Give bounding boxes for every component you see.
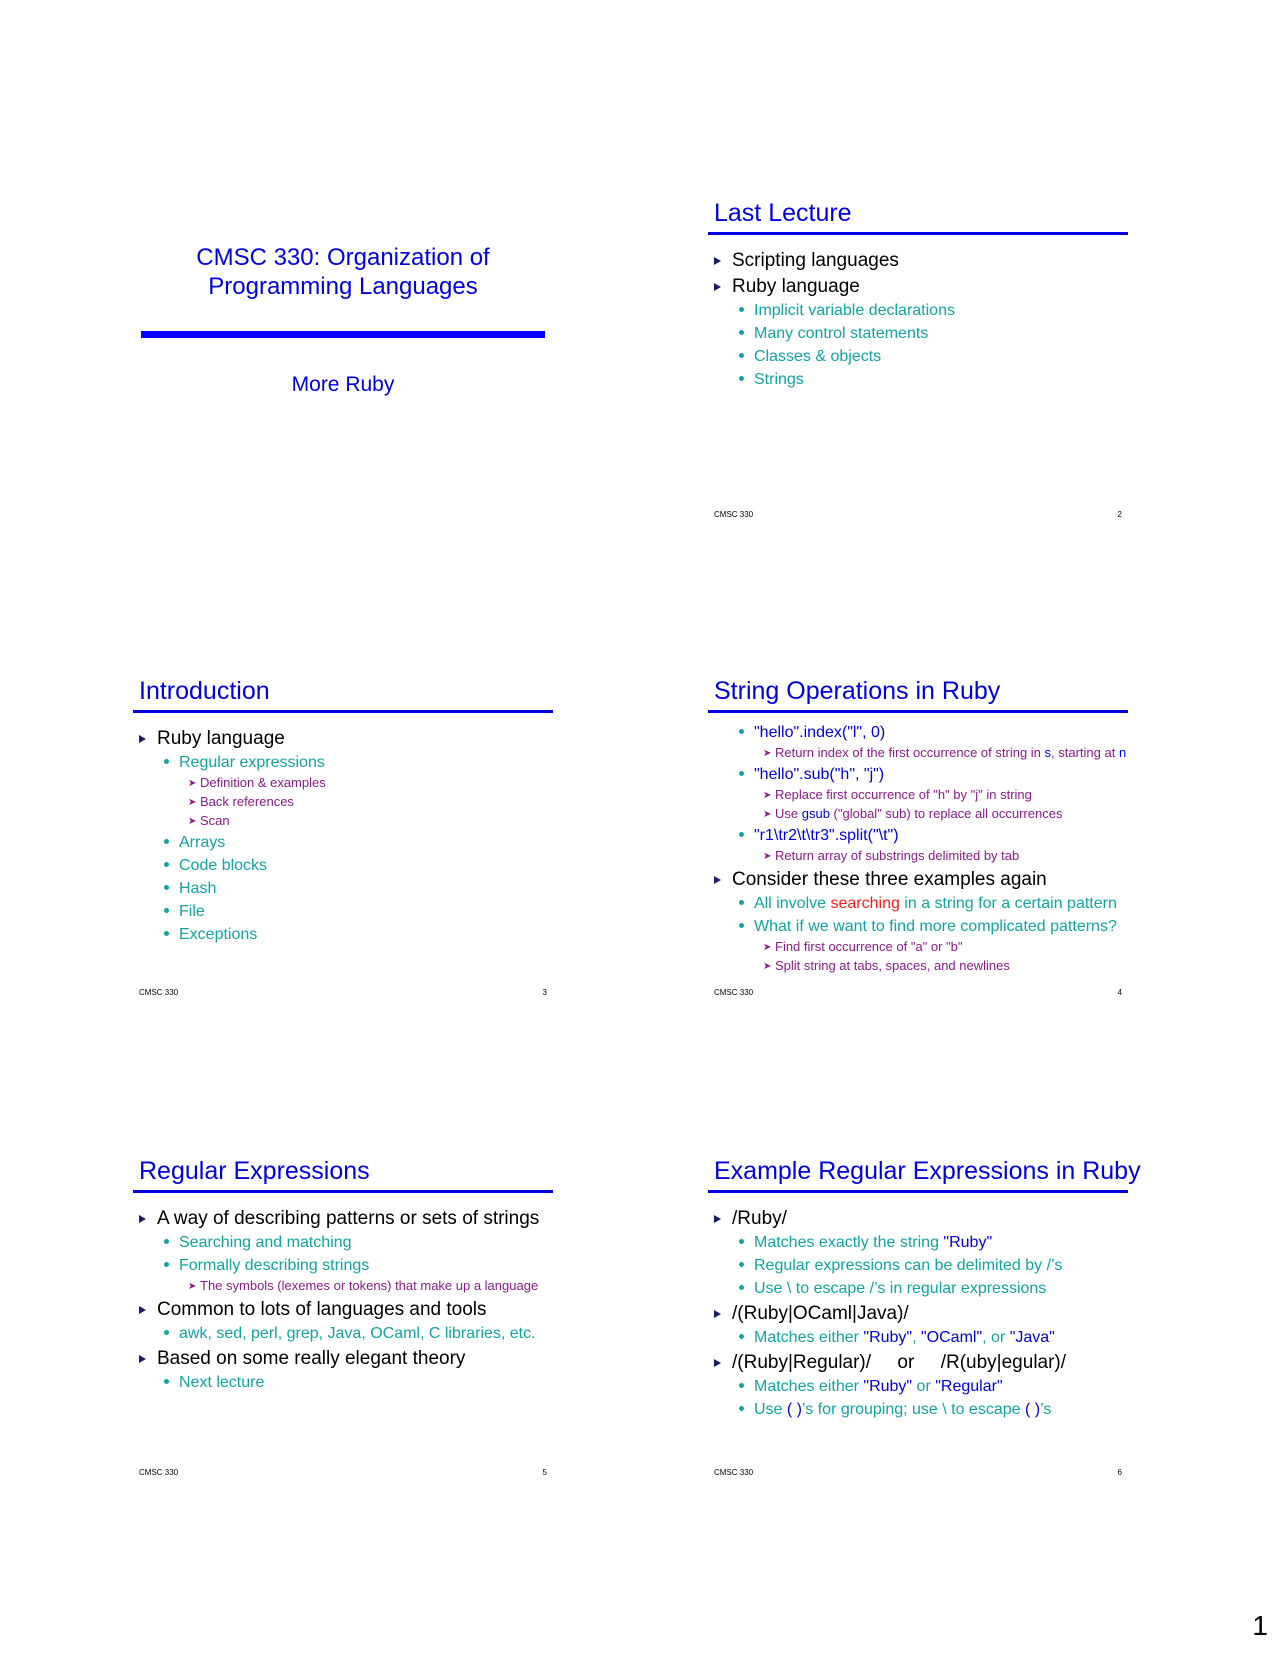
arrow-bullet-icon: ➤ [188, 778, 197, 789]
slide-number: 5 [542, 1468, 547, 1477]
slide-1-title: CMSC 330: Organization of Programming Languages [196, 244, 490, 300]
bullet-l3: ➤ Scan [139, 812, 553, 830]
bullet-l1: /(Ruby|Regular)/ or /R(uby|egular)/ [714, 1351, 1128, 1374]
dot-bullet-icon [164, 931, 169, 936]
triangle-bullet-icon [714, 876, 721, 884]
dot-bullet-icon [739, 1285, 744, 1290]
triangle-bullet-icon [714, 257, 721, 265]
bullet-l3: ➤ Use gsub ("global" sub) to replace all occurrences [714, 805, 1128, 823]
bullet-l1: Consider these three examples again [714, 868, 1128, 891]
dot-bullet-icon [739, 1383, 744, 1388]
bullet-l2: awk, sed, perl, grep, Java, OCaml, C libraries, etc. [139, 1323, 553, 1344]
slide-1 [133, 190, 553, 520]
dot-bullet-icon [739, 923, 744, 928]
bullet-l3: ➤ Definition & examples [139, 774, 553, 792]
bullet-l1: Ruby language [139, 727, 553, 750]
arrow-bullet-icon: ➤ [763, 809, 772, 820]
dot-bullet-icon [739, 353, 744, 358]
triangle-bullet-icon [714, 283, 721, 291]
bullet-l2: Exceptions [139, 924, 553, 945]
title-rule [708, 232, 1128, 235]
slide-5 [133, 1148, 553, 1478]
bullet-l2: Use ( )’s for grouping; use \ to escape ( )’s [714, 1399, 1128, 1420]
dot-bullet-icon [739, 1262, 744, 1267]
dot-bullet-icon [739, 330, 744, 335]
slide-footer-course: CMSC 330 [714, 510, 754, 519]
slide-4 [708, 668, 1128, 998]
slide-footer-course: CMSC 330 [139, 988, 179, 997]
title-rule [708, 710, 1128, 713]
bullet-l2: Arrays [139, 832, 553, 853]
bullet-l2: Hash [139, 878, 553, 899]
bullet-l3: ➤ The symbols (lexemes or tokens) that make up a language [139, 1277, 553, 1295]
triangle-bullet-icon [139, 735, 146, 743]
arrow-bullet-icon: ➤ [763, 748, 772, 759]
slide-title: Introduction [139, 677, 270, 705]
triangle-bullet-icon [714, 1310, 721, 1318]
bullet-l1: Based on some really elegant theory [139, 1347, 553, 1370]
bullet-l2: "r1\tr2\t\tr3".split("\t") [714, 825, 1128, 846]
bullet-l2: Regular expressions can be delimited by /’s [714, 1255, 1128, 1276]
slide-6 [708, 1148, 1141, 1478]
slide-body [139, 1204, 553, 1393]
arrow-bullet-icon: ➤ [188, 1281, 197, 1292]
slide-body [714, 246, 1128, 390]
dot-bullet-icon [164, 862, 169, 867]
slide-footer-course: CMSC 330 [139, 1468, 179, 1477]
slide-body [714, 720, 1128, 975]
dot-bullet-icon [739, 832, 744, 837]
bullet-l2: Formally describing strings [139, 1255, 553, 1276]
bullet-l2: Regular expressions [139, 752, 553, 773]
slide-body [139, 724, 553, 945]
bullet-l2: Classes & objects [714, 346, 1128, 367]
arrow-bullet-icon: ➤ [763, 961, 772, 972]
triangle-bullet-icon [139, 1355, 146, 1363]
bullet-l2: "hello".sub("h", "j") [714, 764, 1128, 785]
bullet-l2: Strings [714, 369, 1128, 390]
bullet-l3: ➤ Back references [139, 793, 553, 811]
bullet-l2: Implicit variable declarations [714, 300, 1128, 321]
dot-bullet-icon [164, 759, 169, 764]
triangle-bullet-icon [714, 1359, 721, 1367]
bullet-l2: Many control statements [714, 323, 1128, 344]
bullet-l1: A way of describing patterns or sets of strings [139, 1207, 553, 1230]
slide-body [714, 1204, 1128, 1420]
dot-bullet-icon [739, 307, 744, 312]
bullet-l2: What if we want to find more complicated patterns? [714, 916, 1128, 937]
bullet-l3: ➤ Split string at tabs, spaces, and newlines [714, 957, 1128, 975]
bullet-l1: /Ruby/ [714, 1207, 1128, 1230]
bullet-l2: All involve searching in a string for a certain pattern [714, 893, 1128, 914]
dot-bullet-icon [739, 1239, 744, 1244]
bullet-l3: ➤ Return index of the first occurrence of string in s, starting at n [714, 744, 1128, 762]
bullet-l1: Scripting languages [714, 249, 1128, 272]
triangle-bullet-icon [139, 1306, 146, 1314]
dot-bullet-icon [739, 729, 744, 734]
bullet-l3: ➤ Return array of substrings delimited by tab [714, 847, 1128, 865]
bullet-l2: Code blocks [139, 855, 553, 876]
dot-bullet-icon [739, 771, 744, 776]
title-rule [133, 710, 553, 713]
bullet-l3: ➤ Replace first occurrence of "h" by "j" in string [714, 786, 1128, 804]
slide-title: Regular Expressions [139, 1157, 370, 1185]
slide-1-subtitle: More Ruby [291, 373, 395, 396]
bullet-l1: Common to lots of languages and tools [139, 1298, 553, 1321]
arrow-bullet-icon: ➤ [763, 790, 772, 801]
dot-bullet-icon [164, 1379, 169, 1384]
slide-title: Example Regular Expressions in Ruby [714, 1157, 1141, 1185]
dot-bullet-icon [164, 908, 169, 913]
dot-bullet-icon [164, 885, 169, 890]
triangle-bullet-icon [714, 1215, 721, 1223]
bullet-l2: Next lecture [139, 1372, 553, 1393]
bullet-l1: /(Ruby|OCaml|Java)/ [714, 1302, 1128, 1325]
slide-title: String Operations in Ruby [714, 677, 1001, 705]
arrow-bullet-icon: ➤ [188, 816, 197, 827]
dot-bullet-icon [739, 376, 744, 381]
slide-2 [708, 190, 1128, 520]
bullet-l3: ➤ Find first occurrence of "a" or "b" [714, 938, 1128, 956]
arrow-bullet-icon: ➤ [763, 942, 772, 953]
slide-number: 4 [1117, 988, 1122, 997]
dot-bullet-icon [739, 1334, 744, 1339]
dot-bullet-icon [739, 900, 744, 905]
slide-footer-course: CMSC 330 [714, 988, 754, 997]
bullet-l2: Matches exactly the string "Ruby" [714, 1232, 1128, 1253]
bullet-l2: Use \ to escape /’s in regular expressions [714, 1278, 1128, 1299]
dot-bullet-icon [164, 1239, 169, 1244]
bullet-l2: Matches either "Ruby" or "Regular" [714, 1376, 1128, 1397]
dot-bullet-icon [164, 1330, 169, 1335]
page-number: 1 [1252, 1610, 1268, 1641]
bullet-l2: "hello".index("l", 0) [714, 722, 1128, 743]
title-rule [133, 1190, 553, 1193]
slide-3 [133, 668, 553, 998]
slide-title: Last Lecture [714, 199, 852, 227]
slide-number: 2 [1117, 510, 1122, 519]
dot-bullet-icon [164, 839, 169, 844]
title-rule [708, 1190, 1128, 1193]
bullet-l2: Matches either "Ruby", "OCaml", or "Java" [714, 1327, 1128, 1348]
arrow-bullet-icon: ➤ [763, 851, 772, 862]
dot-bullet-icon [739, 1406, 744, 1411]
triangle-bullet-icon [139, 1215, 146, 1223]
slide-number: 6 [1117, 1468, 1122, 1477]
bullet-l2: Searching and matching [139, 1232, 553, 1253]
dot-bullet-icon [164, 1262, 169, 1267]
arrow-bullet-icon: ➤ [188, 797, 197, 808]
bullet-l2: File [139, 901, 553, 922]
slide-footer-course: CMSC 330 [714, 1468, 754, 1477]
bullet-l1: Ruby language [714, 275, 1128, 298]
title-divider [141, 331, 545, 338]
slide-number: 3 [542, 988, 547, 997]
